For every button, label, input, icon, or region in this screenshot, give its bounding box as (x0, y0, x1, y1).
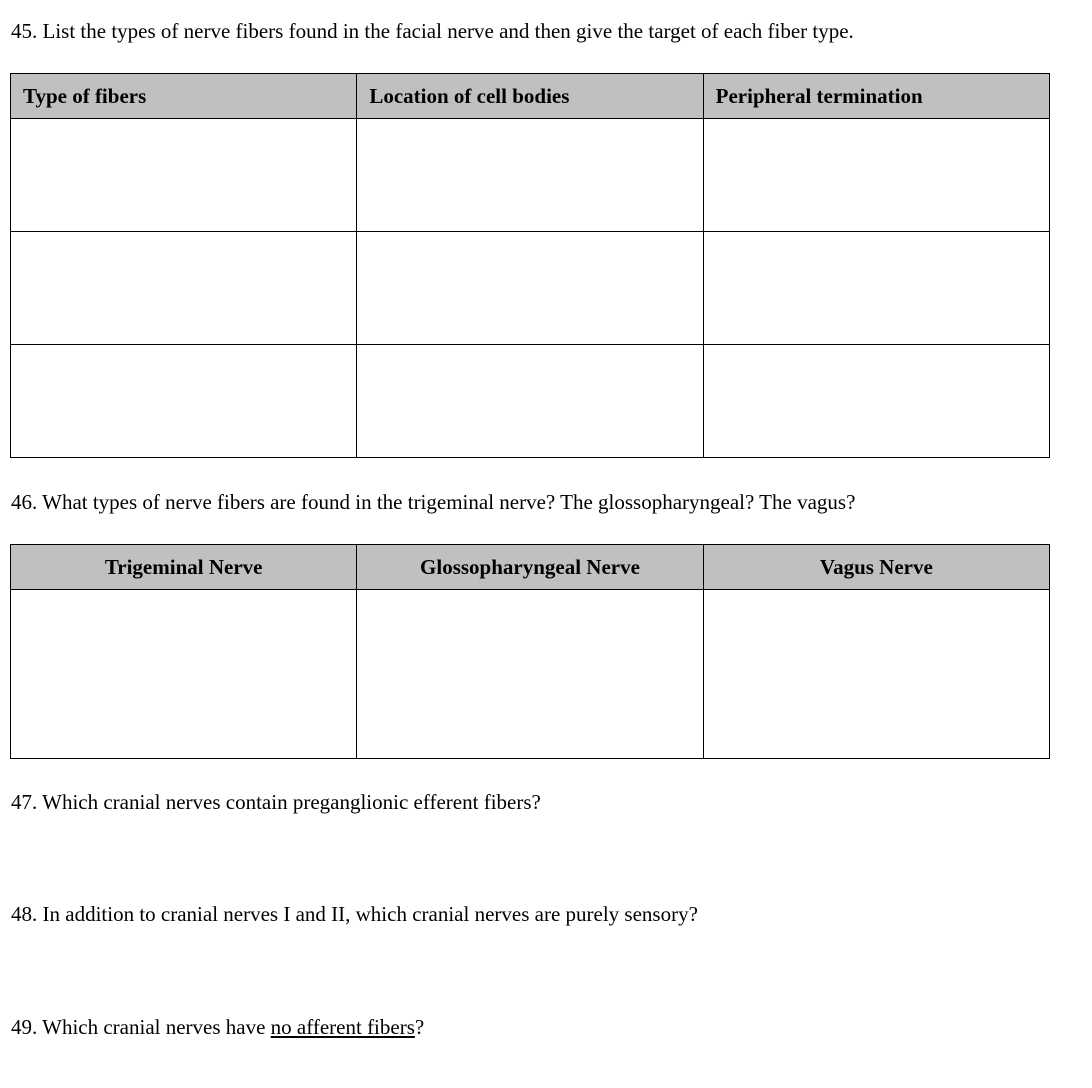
table-cell[interactable] (357, 119, 703, 232)
question-45: 45. List the types of nerve fibers found in the facial nerve and then give the target of each fiber type. (11, 19, 854, 43)
question-49-suffix: ? (414, 1015, 425, 1039)
table-cell[interactable] (357, 590, 703, 759)
question-48: 48. In addition to cranial nerves I and II, which cranial nerves are purely sensory? (11, 902, 698, 926)
table-cell[interactable] (703, 232, 1049, 345)
question-46: 46. What types of nerve fibers are found in the trigeminal nerve? The glossopharyngeal? The vagus? (11, 490, 856, 514)
header-trigeminal-nerve: Trigeminal Nerve (11, 545, 357, 590)
table-cell[interactable] (357, 345, 703, 458)
header-peripheral-termination: Peripheral termination (703, 74, 1049, 119)
table-cell[interactable] (703, 590, 1049, 759)
table-header-row (11, 74, 1050, 119)
question-49 (11, 1014, 424, 1040)
table-cell[interactable] (703, 345, 1049, 458)
table-row (11, 590, 1050, 759)
table-cell[interactable] (703, 119, 1049, 232)
table-row (11, 119, 1050, 232)
table-cell[interactable] (11, 232, 357, 345)
table-row (11, 232, 1050, 345)
header-vagus-nerve: Vagus Nerve (703, 545, 1049, 590)
table-row (11, 345, 1050, 458)
nerve-fiber-types-table (10, 544, 1050, 759)
question-47: 47. Which cranial nerves contain preganglionic efferent fibers? (11, 790, 541, 814)
question-49-prefix: 49. Which cranial nerves have (11, 1015, 271, 1039)
table-cell[interactable] (11, 119, 357, 232)
table-header-row (11, 545, 1050, 590)
table-cell[interactable] (11, 345, 357, 458)
header-type-of-fibers: Type of fibers (11, 74, 357, 119)
header-location-of-cell-bodies: Location of cell bodies (357, 74, 703, 119)
header-glossopharyngeal-nerve: Glossopharyngeal Nerve (357, 545, 703, 590)
question-49-underlined: no afferent fibers (270, 1015, 415, 1039)
facial-nerve-table (10, 73, 1050, 458)
table-cell[interactable] (11, 590, 357, 759)
table-cell[interactable] (357, 232, 703, 345)
